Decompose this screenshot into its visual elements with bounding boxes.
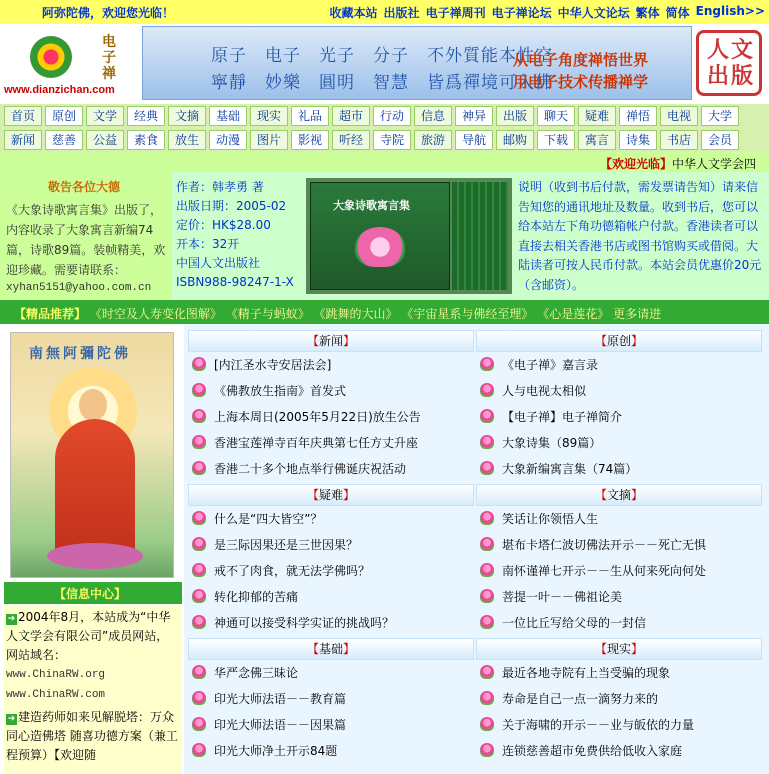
nav-item[interactable]: 寺院 <box>373 130 411 150</box>
section-doubt <box>188 484 474 636</box>
lotus-icon <box>192 461 206 475</box>
article-title: 《电子禅》嘉言录 <box>502 358 599 372</box>
article-link[interactable] <box>188 712 474 738</box>
section-header[interactable] <box>476 638 762 660</box>
marquee-text[interactable] <box>600 155 756 172</box>
nav-item[interactable]: 书店 <box>660 130 698 150</box>
article-title: 上海本周日(2005年5月22日)放生公告 <box>214 410 421 424</box>
lotus-icon <box>480 435 494 449</box>
seal-logo <box>696 30 762 96</box>
book-stack <box>452 182 508 290</box>
nav-item[interactable]: 旅游 <box>414 130 452 150</box>
lotus-icon <box>480 409 494 423</box>
bracket-close: 】 <box>631 642 644 656</box>
section-title: 疑难 <box>318 488 343 502</box>
lotus-icon <box>192 537 206 551</box>
banner-slogan-2: 用电子技术传播禅学 <box>513 73 649 91</box>
english-link[interactable]: English>> <box>695 4 765 18</box>
lotus-icon <box>480 563 494 577</box>
article-title: 香港宝莲禅寺百年庆典第七任方丈升座 <box>214 436 419 450</box>
article-title: 连锁慈善超市免费供给低收入家庭 <box>502 744 683 758</box>
article-title: [内江圣水寺安居法会] <box>214 358 332 372</box>
article-title: 神通可以接受科学实证的挑战吗？ <box>214 616 395 630</box>
bracket-open: 【 <box>306 488 319 502</box>
top-bar <box>0 0 769 24</box>
section-header[interactable] <box>188 638 474 660</box>
article-title: 寿命是自己一点一滴努力来的 <box>502 692 659 706</box>
article-title: 笑话让你领悟人生 <box>502 512 599 526</box>
article-title: 华严念佛三昧论 <box>214 666 299 680</box>
lotus-icon <box>192 743 206 757</box>
recommend-tag: 【精品推荐】 <box>14 307 87 321</box>
nav-item[interactable]: 邮购 <box>496 130 534 150</box>
article-link[interactable] <box>476 352 762 378</box>
article-link[interactable] <box>476 430 762 456</box>
site-logo[interactable] <box>4 28 136 98</box>
article-link[interactable] <box>188 506 474 532</box>
article-link[interactable] <box>476 610 762 636</box>
book-date: 出版日期：2005-02 <box>176 199 287 213</box>
article-title: 大象诗集（89篇） <box>502 436 602 450</box>
bracket-open: 【 <box>306 334 319 348</box>
nav-row-1 <box>4 106 769 128</box>
nav-item[interactable]: 图片 <box>250 130 288 150</box>
article-title: 最近各地寺院有上当受骗的现象 <box>502 666 671 680</box>
recommend-link-5[interactable]: 《心是莲花》 <box>537 307 610 321</box>
article-link[interactable] <box>188 738 474 764</box>
bracket-open: 【 <box>594 642 607 656</box>
marquee-bracket: 【欢迎光临】 <box>600 157 673 171</box>
nav-row-2 <box>4 130 769 152</box>
section-header[interactable] <box>476 484 762 506</box>
bracket-close: 】 <box>631 334 644 348</box>
marquee <box>0 152 769 172</box>
lotus-icon <box>480 357 494 371</box>
section-title: 现实 <box>606 642 631 656</box>
info-item-1[interactable] <box>6 608 180 665</box>
traditional-link[interactable]: 繁体 <box>635 6 660 20</box>
article-link[interactable] <box>476 712 762 738</box>
nav-item[interactable]: 基础 <box>209 106 247 126</box>
article-title: 戒不了肉食，就无法学佛吗？ <box>214 564 371 578</box>
nav-item[interactable]: 公益 <box>86 130 124 150</box>
article-link[interactable] <box>476 404 762 430</box>
main-nav <box>0 104 769 152</box>
notice-body: 《大象诗歌寓言集》出版了，内容收录了大象寓言新编74篇，诗歌89篇。装帧精美，欢迎珍藏。需要请联系： <box>6 203 166 277</box>
bookmark-link[interactable]: 收藏本站 <box>329 6 378 20</box>
nav-item[interactable]: 影视 <box>291 130 329 150</box>
article-link[interactable] <box>188 430 474 456</box>
nav-item[interactable]: 原创 <box>45 106 83 126</box>
article-link[interactable] <box>476 686 762 712</box>
section-news <box>188 330 474 482</box>
lotus-icon <box>192 665 206 679</box>
lotus-icon <box>480 537 494 551</box>
article-title: 【电子禅】电子禅简介 <box>502 410 623 424</box>
section-header[interactable] <box>188 330 474 352</box>
article-link[interactable] <box>188 584 474 610</box>
lotus-icon <box>480 615 494 629</box>
article-link[interactable] <box>188 404 474 430</box>
book-promo <box>0 172 769 300</box>
info-text-1: 2004年8月，本站成为“中华人文学会有限公司”成员网站，网站域名： <box>6 610 171 662</box>
culture-forum-link[interactable]: 中华人文论坛 <box>557 6 630 20</box>
article-title: 大象新编寓言集（74篇） <box>502 462 638 476</box>
nav-item[interactable]: 出版 <box>496 106 534 126</box>
article-link[interactable] <box>188 532 474 558</box>
lotus-icon <box>355 227 405 267</box>
nav-item[interactable]: 首页 <box>4 106 42 126</box>
bracket-close: 】 <box>343 488 356 502</box>
welcome-text: 阿弥陀佛，欢迎您光临！ <box>42 6 175 20</box>
purchase-info: 说明（收到书后付款，需发票请告知）请来信告知您的通讯地址及数量。收到书后，您可以给本站左下角功德箱帐户付款。香港读者可以直接去相关香港书店或图书馆购买或借阅。大陆读者可按人民币付款。本站会员优惠价20元（含邮资）。 <box>518 180 762 292</box>
section-title: 原创 <box>606 334 631 348</box>
lotus-icon <box>192 615 206 629</box>
nav-item[interactable]: 新闻 <box>4 130 42 150</box>
lotus-icon <box>192 435 206 449</box>
book-front <box>310 182 450 290</box>
lotus-icon <box>192 409 206 423</box>
nav-item[interactable]: 寓言 <box>578 130 616 150</box>
lotus-pedestal <box>47 543 143 569</box>
section-original <box>476 330 762 482</box>
lotus-icon <box>192 511 206 525</box>
article-title: 《佛教放生指南》首发式 <box>214 384 347 398</box>
section-title: 基础 <box>318 642 343 656</box>
lotus-icon <box>192 691 206 705</box>
nav-item[interactable]: 诗集 <box>619 130 657 150</box>
nav-item[interactable]: 经典 <box>127 106 165 126</box>
banner-slogan-1: 从电子角度禅悟世界 <box>513 51 649 69</box>
bracket-close: 】 <box>343 334 356 348</box>
nav-item[interactable]: 神异 <box>455 106 493 126</box>
publisher-link[interactable]: 出版社 <box>383 6 420 20</box>
nav-item[interactable]: 导航 <box>455 130 493 150</box>
article-title: 印光大师法语－－教育篇 <box>214 692 347 706</box>
cover-title: 大象诗歌寓言集 <box>333 199 410 212</box>
logo-mark-icon <box>30 36 72 78</box>
nav-item[interactable]: 文学 <box>86 106 124 126</box>
buddha-image[interactable] <box>10 332 174 578</box>
section-title: 新闻 <box>318 334 343 348</box>
left-column <box>0 324 184 774</box>
nav-item[interactable]: 聊天 <box>537 106 575 126</box>
article-link[interactable] <box>476 506 762 532</box>
section-digest <box>476 484 762 636</box>
lotus-icon <box>480 589 494 603</box>
lotus-icon <box>480 717 494 731</box>
info-url-1[interactable]: www.ChinaRW.org <box>6 669 106 681</box>
lotus-icon <box>192 383 206 397</box>
nav-item[interactable]: 礼品 <box>291 106 329 126</box>
nav-item[interactable]: 放生 <box>168 130 206 150</box>
bracket-close: 】 <box>343 642 356 656</box>
nav-item[interactable]: 疑难 <box>578 106 616 126</box>
nav-item[interactable]: 电视 <box>660 106 698 126</box>
seal-text: 人文出版 <box>707 37 756 89</box>
info-center-header <box>4 582 182 604</box>
article-title: 转化抑郁的苦痛 <box>214 590 299 604</box>
article-title: 南怀谨禅七开示－－生从何来死向何处 <box>502 564 707 578</box>
book-isbn: ISBN988-98247-1-X <box>176 275 294 289</box>
lotus-icon <box>480 383 494 397</box>
banner <box>142 26 692 100</box>
article-link[interactable] <box>476 738 762 764</box>
article-title: 是三际因果还是三世因果？ <box>214 538 359 552</box>
recommend-link-1[interactable]: 《时空及人寿变化图解》 <box>89 307 222 321</box>
bracket-close: 】 <box>631 488 644 502</box>
article-link[interactable] <box>188 610 474 636</box>
nav-item[interactable]: 下载 <box>537 130 575 150</box>
banner-line-2: 寧靜 妙樂 圓明 智慧 皆爲禪境可入佛 <box>211 73 553 93</box>
article-link[interactable] <box>476 558 762 584</box>
book-author: 作者：韩孝勇 著 <box>176 180 264 194</box>
nav-item[interactable]: 行动 <box>373 106 411 126</box>
recommend-bar <box>0 300 769 324</box>
article-link[interactable] <box>476 456 762 482</box>
nav-item[interactable]: 信息 <box>414 106 452 126</box>
article-title: 香港二十多个地点举行佛诞庆祝活动 <box>214 462 407 476</box>
article-title: 人与电视太相似 <box>502 384 587 398</box>
article-link[interactable] <box>188 352 474 378</box>
recommend-link-2[interactable]: 《精子与蚂蚁》 <box>225 307 310 321</box>
marquee-content: 中华人文学会四 <box>672 157 757 171</box>
logo-url: www.dianzichan.com <box>4 84 115 96</box>
article-link[interactable] <box>188 660 474 686</box>
article-link[interactable] <box>476 532 762 558</box>
bracket-open: 【 <box>594 488 607 502</box>
section-header[interactable] <box>188 484 474 506</box>
info-center-box <box>4 606 182 774</box>
lotus-icon <box>192 717 206 731</box>
section-header[interactable] <box>476 330 762 352</box>
lotus-icon <box>192 589 206 603</box>
lotus-icon <box>480 743 494 757</box>
recommend-link-4[interactable]: 《宇宙星系与佛经至理》 <box>401 307 534 321</box>
logo-cn-text: 电子禅 <box>102 34 116 82</box>
article-link[interactable] <box>188 378 474 404</box>
nav-item[interactable]: 动漫 <box>209 130 247 150</box>
buddha-caption: 南無阿彌陀佛 <box>29 346 131 362</box>
buddha-robe <box>55 419 135 559</box>
section-reality <box>476 638 762 764</box>
recommend-link-3[interactable]: 《跳舞的大山》 <box>313 307 398 321</box>
article-link[interactable] <box>476 660 762 686</box>
weekly-link[interactable]: 电子禅周刊 <box>425 6 486 20</box>
content-area <box>184 324 769 774</box>
lotus-icon <box>480 665 494 679</box>
info-url-2[interactable]: www.ChinaRW.com <box>6 689 106 701</box>
notice-email[interactable]: xyhan5151@yahoo.com.cn <box>6 282 152 294</box>
nav-item[interactable]: 听经 <box>332 130 370 150</box>
info-item-2[interactable] <box>6 708 180 765</box>
lotus-icon <box>192 563 206 577</box>
info-text-2: 建造药师如来见解脱塔：万众同心造佛塔 随喜功德方案（兼工程预算）【欢迎随 <box>6 710 178 762</box>
nav-item[interactable]: 现实 <box>250 106 288 126</box>
book-price: 定价：HK$28.00 <box>176 218 271 232</box>
arrow-icon: ➔ <box>7 714 16 724</box>
nav-item[interactable]: 禅悟 <box>619 106 657 126</box>
info-center-title: 【信息中心】 <box>54 587 127 601</box>
top-links <box>330 4 765 21</box>
article-title: 什么是“四大皆空”？ <box>214 512 323 526</box>
forum-link[interactable]: 电子禅论坛 <box>491 6 552 20</box>
nav-item[interactable]: 大学 <box>701 106 739 126</box>
notice-title: 敬告各位大德 <box>48 180 121 194</box>
book-publisher: 中国人文出版社 <box>176 256 261 270</box>
article-title: 一位比丘写给父母的一封信 <box>502 616 647 630</box>
nav-item[interactable]: 会员 <box>701 130 739 150</box>
article-link[interactable] <box>188 456 474 482</box>
article-title: 菩提一叶－－佛祖论美 <box>502 590 623 604</box>
section-basic <box>188 638 474 764</box>
header <box>0 24 769 104</box>
nav-item[interactable]: 慈善 <box>45 130 83 150</box>
notice-box <box>0 172 172 300</box>
nav-item[interactable]: 超市 <box>332 106 370 126</box>
section-title: 文摘 <box>606 488 631 502</box>
article-link[interactable] <box>476 378 762 404</box>
nav-item[interactable]: 文摘 <box>168 106 206 126</box>
article-title: 堪布卡塔仁波切佛法开示－－死亡无惧 <box>502 538 707 552</box>
article-title: 关于海啸的开示－－业与皈依的力量 <box>502 718 695 732</box>
nav-item[interactable]: 素食 <box>127 130 165 150</box>
banner-line-1: 原子 电子 光子 分子 不外質能本性空 <box>211 46 553 66</box>
recommend-list <box>14 305 661 322</box>
article-title: 印光大师法语－－因果篇 <box>214 718 347 732</box>
book-info <box>176 178 304 292</box>
lotus-icon <box>192 357 206 371</box>
book-cover-image[interactable] <box>306 178 512 294</box>
bracket-open: 【 <box>306 642 319 656</box>
lotus-icon <box>480 511 494 525</box>
arrow-icon: ➔ <box>7 614 16 624</box>
article-link[interactable] <box>188 686 474 712</box>
article-link[interactable] <box>476 584 762 610</box>
more-link[interactable]: 更多请进 <box>613 307 662 321</box>
lotus-icon <box>480 461 494 475</box>
simplified-link[interactable]: 简体 <box>665 6 690 20</box>
lotus-icon <box>480 691 494 705</box>
article-title: 印光大师净土开示84题 <box>214 744 338 758</box>
book-format: 开本：32开 <box>176 237 240 251</box>
buddha-head <box>79 389 107 421</box>
bracket-open: 【 <box>594 334 607 348</box>
article-link[interactable] <box>188 558 474 584</box>
